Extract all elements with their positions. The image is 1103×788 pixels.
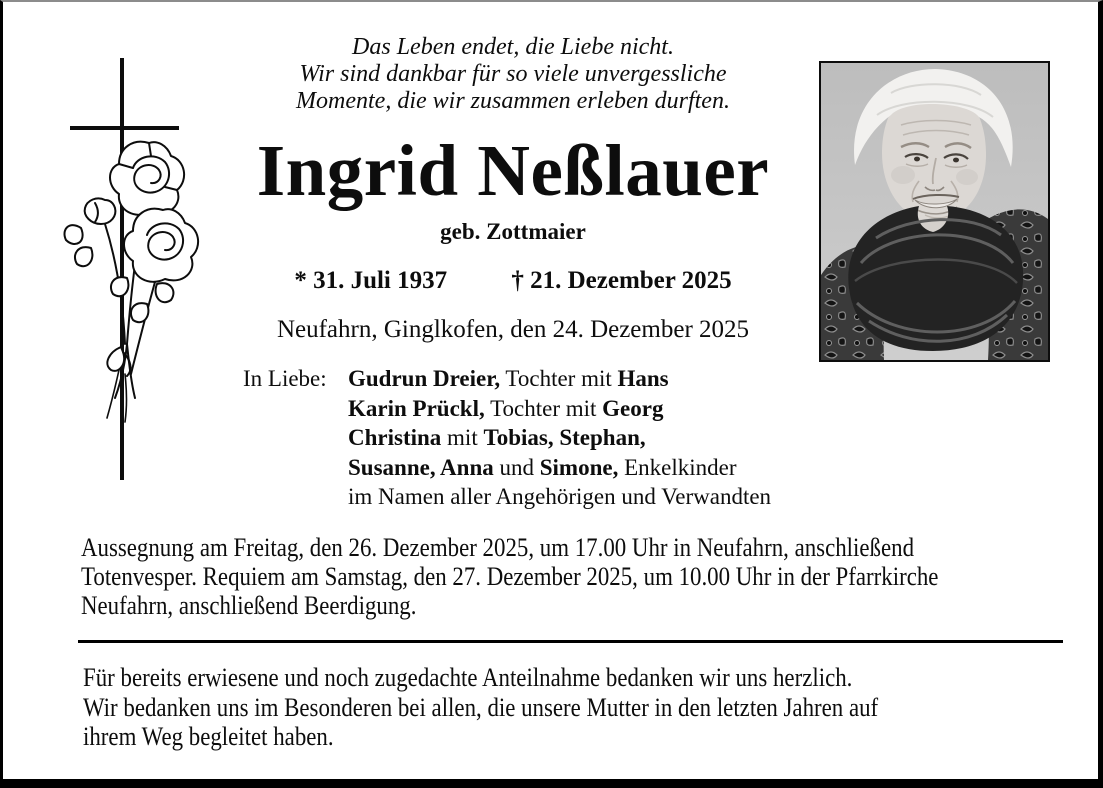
epigraph-line: Das Leben endet, die Liebe nicht. (352, 34, 674, 60)
mourner-name: Susanne, Anna (348, 454, 494, 480)
deceased-name: Ingrid Neßlauer (256, 130, 770, 211)
text-line: ihrem Weg begleitet haben. (83, 722, 334, 751)
mourners-line (348, 394, 771, 424)
mourners-block (218, 364, 808, 512)
mourner-relation: Enkelkinder (618, 454, 737, 480)
epigraph-line: Wir sind dankbar für so viele unvergessliche (299, 61, 727, 87)
mourner-name: Karin Prückl, (348, 395, 485, 421)
birth-date: * 31. Juli 1937 (294, 267, 448, 294)
announcement-column (218, 34, 808, 512)
mourner-relation: mit (441, 425, 484, 450)
mourners-lines (348, 364, 771, 512)
text-line: Für bereits erwiesene und noch zugedachte Anteilnahme bedanken wir uns herzlich. (83, 663, 853, 692)
text-line: Aussegnung am Freitag, den 26. Dezember 2025, um 17.00 Uhr in Neufahrn, anschließend (81, 533, 915, 562)
cross-and-roses-icon (61, 52, 206, 484)
text-line: Wir bedanken uns im Besonderen bei allen, die unsere Mutter in den letzten Jahren auf (83, 692, 879, 722)
place-dateline: Neufahrn, Ginglkofen, den 24. Dezember 2025 (276, 316, 750, 343)
mourner-name: Gudrun Dreier, (348, 366, 501, 391)
mourners-line (348, 482, 771, 512)
life-dates (218, 267, 808, 294)
mourner-name: Christina (348, 425, 442, 450)
text-line: Totenvesper. Requiem am Samstag, den 27. Dezember 2025, um 10.00 Uhr in der Pfarrkirche (81, 562, 939, 592)
mourners-line (348, 453, 771, 483)
text-line: Neufahrn, anschließend Beerdigung. (81, 591, 417, 621)
death-date: † 21. Dezember 2025 (511, 267, 732, 294)
epigraph-line: Momente, die wir zusammen erleben durften. (296, 88, 730, 114)
thanks-paragraph (83, 663, 878, 752)
mourner-name: Simone, (539, 454, 619, 480)
mourner-name: Hans (617, 366, 669, 391)
mourners-label: In Liebe: (243, 366, 327, 391)
epigraph (218, 34, 808, 115)
portrait-photo (819, 61, 1050, 362)
mourner-name: Tobias, Stephan, (483, 425, 646, 450)
mourners-line (348, 364, 771, 394)
mourner-relation: Tochter mit (500, 366, 618, 391)
divider-line (78, 640, 1063, 643)
maiden-name: geb. Zottmaier (440, 219, 586, 244)
mourner-relation: und (493, 454, 540, 480)
mourner-relation: Tochter mit (484, 395, 603, 421)
schedule-paragraph (81, 533, 938, 621)
mourners-line (348, 423, 771, 453)
mourner-name: Georg (602, 395, 664, 421)
mourner-relation: im Namen aller Angehörigen und Verwandten (348, 484, 772, 509)
